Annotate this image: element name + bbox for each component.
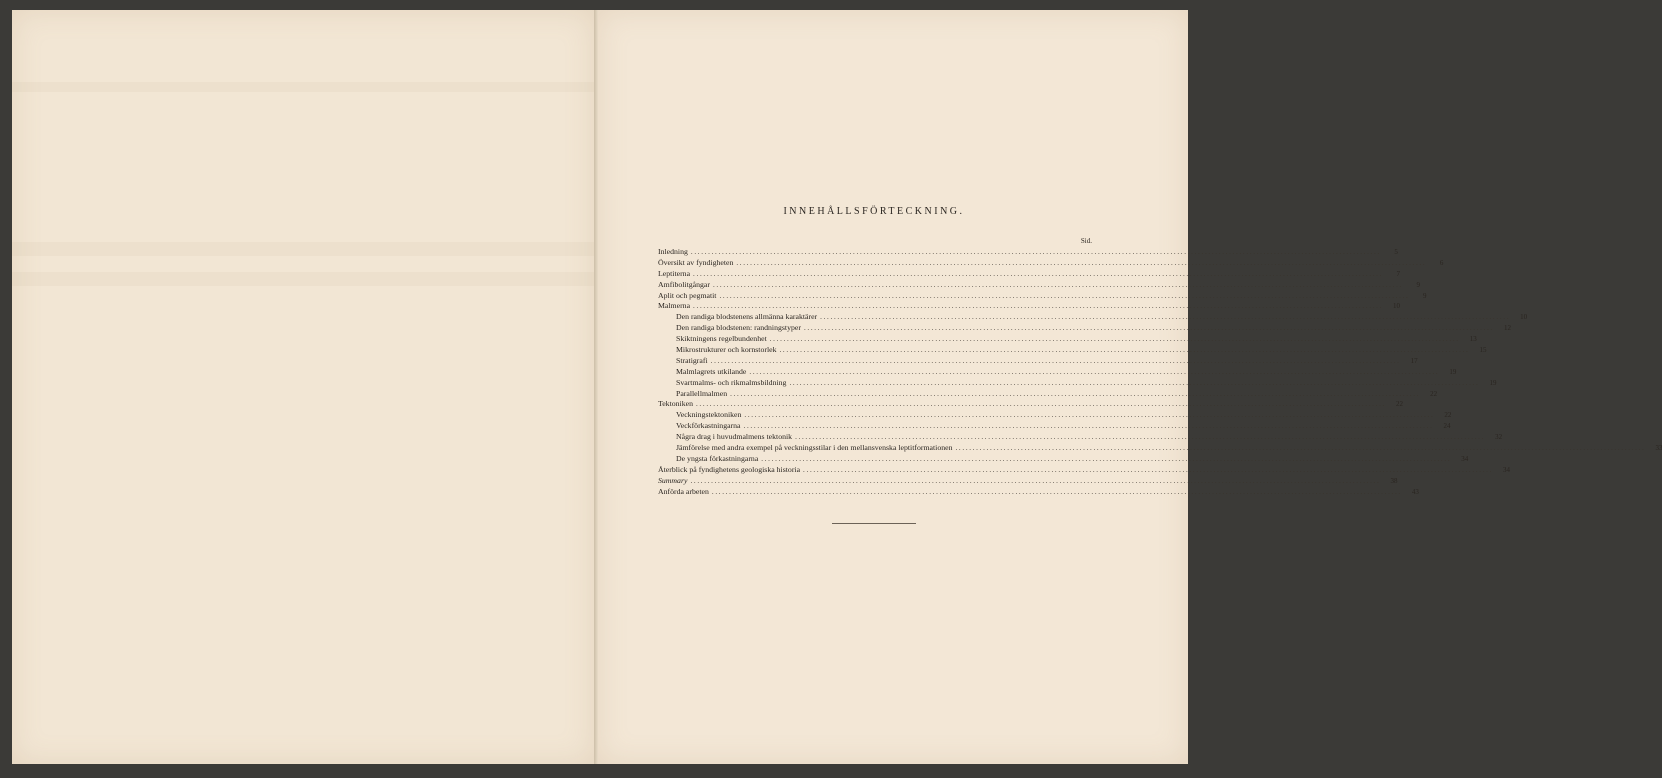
toc-entry bbox=[658, 421, 1451, 432]
toc-entry bbox=[658, 279, 1420, 291]
toc-entry-label: De yngsta förkastningarna bbox=[676, 453, 759, 463]
toc-entry bbox=[658, 345, 1487, 356]
dot-leader: ........................................................................................................................................................................................................ bbox=[736, 258, 1427, 267]
right-page bbox=[598, 10, 1662, 764]
toc-entry-label: Malmerna bbox=[658, 301, 691, 311]
toc-entry bbox=[658, 464, 1511, 476]
toc-entry-page: 10 bbox=[1393, 302, 1401, 311]
toc-entry bbox=[658, 301, 1401, 312]
toc-entry-page: 9 bbox=[1416, 280, 1420, 289]
toc-entry bbox=[658, 475, 1398, 487]
toc-entry bbox=[658, 399, 1403, 410]
table-of-contents bbox=[658, 206, 1662, 497]
bleed-through-line bbox=[12, 242, 594, 256]
toc-entry-list bbox=[658, 247, 1662, 497]
toc-entry-label: Stratigrafi bbox=[676, 355, 708, 365]
toc-entry bbox=[658, 377, 1497, 389]
dot-leader: ........................................................................................................................................................................................................ bbox=[690, 476, 1381, 485]
toc-entry-label: Några drag i huvudmalmens tektonik bbox=[676, 432, 793, 442]
toc-entry bbox=[658, 443, 1662, 454]
dot-leader: ........................................................................................................................................................................................................ bbox=[743, 422, 1434, 431]
toc-entry bbox=[658, 312, 1528, 323]
toc-entry-page: 33 bbox=[1655, 444, 1662, 453]
toc-entry-label: Leptiterna bbox=[658, 268, 691, 278]
dot-leader: ........................................................................................................................................................................................................ bbox=[712, 280, 1403, 289]
toc-entry bbox=[658, 334, 1477, 345]
toc-entry-label: Inledning bbox=[658, 247, 688, 256]
dot-leader: ........................................................................................................................................................................................................ bbox=[820, 313, 1511, 322]
toc-entry bbox=[658, 366, 1457, 378]
toc-entry-label: Svartmalms- och rikmalmsbildning bbox=[676, 377, 787, 387]
toc-entry bbox=[658, 410, 1452, 421]
bleed-through-line bbox=[12, 272, 594, 286]
dot-leader: ........................................................................................................................................................................................................ bbox=[789, 378, 1480, 387]
dot-leader: ........................................................................................................................................................................................................ bbox=[711, 487, 1402, 496]
toc-entry-label: Den randiga blodstenen: randningstyper bbox=[676, 323, 801, 333]
dot-leader: ........................................................................................................................................................................................................ bbox=[719, 291, 1410, 300]
toc-entry bbox=[658, 290, 1427, 302]
toc-entry-label: Jämförelse med andra exempel på veckningsstilar i den mellansvenska leptitformationen bbox=[676, 443, 953, 453]
toc-entry bbox=[658, 432, 1503, 443]
toc-entry-label: Aplit och pegmatit bbox=[658, 290, 717, 300]
dot-leader: ........................................................................................................................................................................................................ bbox=[693, 269, 1384, 278]
toc-entry-label: Veckförkastningarna bbox=[676, 421, 741, 431]
toc-entry-label: Mikrostrukturer och kornstorlek bbox=[676, 345, 777, 355]
toc-entry-page: 34 bbox=[1503, 465, 1511, 474]
toc-entry bbox=[658, 453, 1469, 465]
closing-rule bbox=[832, 523, 916, 524]
toc-entry-label: Parallellmalmen bbox=[676, 388, 728, 398]
toc-entry-label: Veckningstektoniken bbox=[676, 410, 742, 420]
bleed-through-line bbox=[12, 82, 594, 92]
toc-entry-page: 5 bbox=[1394, 248, 1398, 256]
dot-leader: ........................................................................................................................................................................................................ bbox=[749, 367, 1440, 376]
toc-entry-page: 24 bbox=[1443, 422, 1451, 431]
toc-entry bbox=[658, 486, 1419, 498]
dot-leader: ........................................................................................................................................................................................................ bbox=[803, 324, 1494, 333]
toc-entry-label: Översikt av fyndigheten bbox=[658, 257, 734, 267]
toc-entry-page: 15 bbox=[1479, 346, 1487, 355]
dot-leader: ........................................................................................................................................................................................................ bbox=[779, 346, 1470, 355]
dot-leader: ........................................................................................................................................................................................................ bbox=[695, 400, 1386, 409]
toc-entry-label: Skiktningens regelbundenhet bbox=[676, 334, 767, 344]
dot-leader: ........................................................................................................................................................................................................ bbox=[761, 454, 1452, 463]
toc-title: INNEHÅLLSFÖRTECKNING. bbox=[783, 206, 965, 217]
toc-entry bbox=[658, 257, 1444, 269]
dot-leader: ........................................................................................................................................................................................................ bbox=[693, 302, 1384, 311]
toc-entry-page: 34 bbox=[1461, 454, 1469, 463]
toc-entry-page: 22 bbox=[1444, 411, 1452, 420]
toc-entry-page: 13 bbox=[1469, 335, 1477, 344]
toc-entry bbox=[658, 323, 1511, 334]
dot-leader: ........................................................................................................................................................................................................ bbox=[744, 411, 1435, 420]
toc-entry-page: 7 bbox=[1396, 269, 1401, 278]
dot-leader: ........................................................................................................................................................................................................ bbox=[955, 444, 1646, 453]
dot-leader: ........................................................................................................................................................................................................ bbox=[769, 335, 1460, 344]
toc-entry-label: Malmlagrets utkilande bbox=[676, 366, 747, 376]
toc-entry-page: 17 bbox=[1410, 356, 1418, 365]
dot-leader: ........................................................................................................................................................................................................ bbox=[710, 356, 1401, 365]
toc-entry bbox=[658, 388, 1438, 400]
toc-entry-page: 10 bbox=[1520, 313, 1528, 322]
dot-leader: ........................................................................................................................................................................................................ bbox=[690, 248, 1381, 256]
toc-entry-page: 22 bbox=[1430, 389, 1438, 398]
toc-entry-page: 9 bbox=[1422, 291, 1427, 300]
toc-entry-page: 38 bbox=[1390, 476, 1398, 485]
toc-entry-label: Summary bbox=[658, 475, 688, 485]
toc-entry-page: 22 bbox=[1395, 400, 1403, 409]
toc-entry-page: 6 bbox=[1439, 258, 1444, 267]
page-column-header: Sid. bbox=[1080, 237, 1092, 245]
toc-entry-label: Amfibolitgångar bbox=[658, 279, 710, 289]
left-page-blank bbox=[12, 10, 594, 764]
toc-entry-page: 32 bbox=[1495, 433, 1503, 442]
dot-leader: ........................................................................................................................................................................................................ bbox=[803, 465, 1494, 474]
dot-leader: ........................................................................................................................................................................................................ bbox=[730, 389, 1421, 398]
toc-entry bbox=[658, 268, 1401, 280]
toc-entry-label: Tektoniken bbox=[658, 399, 693, 409]
toc-entry bbox=[658, 247, 1398, 258]
toc-entry-label: Den randiga blodstenens allmänna karaktärer bbox=[676, 312, 818, 322]
toc-entry-page: 43 bbox=[1411, 487, 1419, 496]
toc-entry-label: Återblick på fyndighetens geologiska historia bbox=[658, 464, 801, 474]
toc-entry-page: 19 bbox=[1449, 367, 1457, 376]
toc-entry-page: 12 bbox=[1503, 324, 1511, 333]
toc-entry-label: Anförda arbeten bbox=[658, 486, 709, 496]
toc-entry bbox=[658, 355, 1418, 367]
dot-leader: ........................................................................................................................................................................................................ bbox=[795, 433, 1486, 442]
toc-entry-page: 19 bbox=[1489, 378, 1497, 387]
